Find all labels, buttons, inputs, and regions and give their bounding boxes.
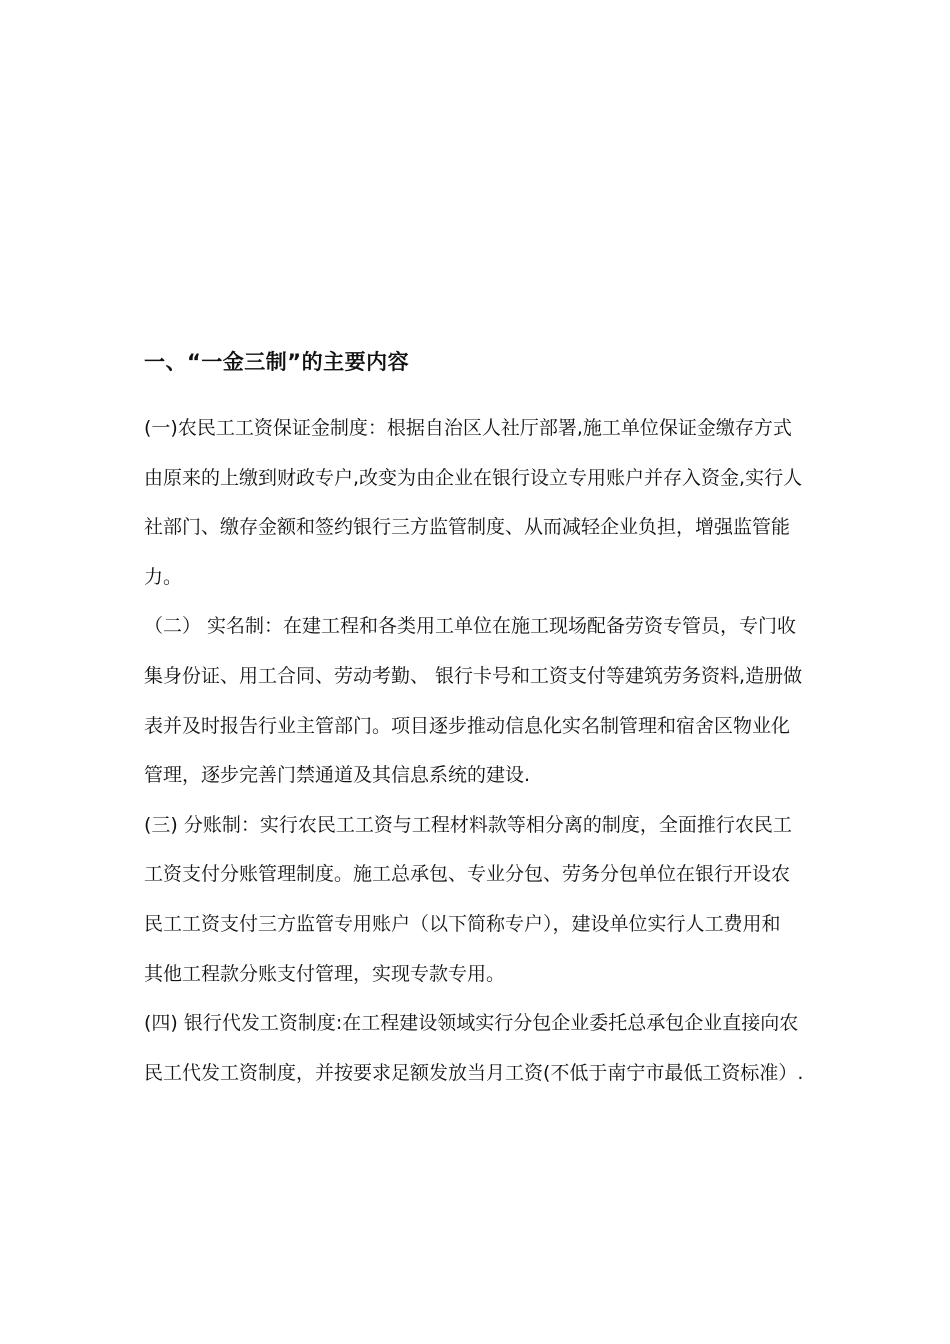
paragraph-line: 管理，逐步完善门禁通道及其信息系统的建设. [144, 764, 531, 787]
paragraph-line: 力。 [144, 565, 183, 588]
paragraph-line: 由原来的上缴到财政专户,改变为由企业在银行设立专用账户并存入资金,实行人 [144, 466, 803, 489]
paragraph-2 [144, 602, 814, 800]
paragraph-line: 其他工程款分账支付管理，实现专款专用。 [144, 962, 506, 985]
paragraph-line: （二） 实名制：在建工程和各类用工单位在施工现场配备劳资专管员，专门收 [144, 615, 797, 638]
paragraph-line: 民工工资支付三方监管专用账户（以下简称专户），建设单位实行人工费用和 [144, 912, 781, 935]
paragraph-line: 表并及时报告行业主管部门。项目逐步推动信息化实名制管理和宿舍区物业化 [144, 714, 791, 737]
paragraph-line: (一)农民工工资保证金制度：根据自治区人社厅部署,施工单位保证金缴存方式 [144, 417, 792, 439]
document-content [144, 340, 814, 1098]
paragraph-line: 工资支付分账管理制度。施工总承包、专业分包、劳务分包单位在银行开设农 [144, 863, 791, 886]
paragraph-line: 社部门、缴存金额和签约银行三方监管制度、从而减轻企业负担，增强监管能 [144, 516, 791, 539]
paragraph-4 [144, 999, 814, 1098]
paragraph-line: (三) 分账制：实行农民工工资与工程材料款等相分离的制度，全面推行农民工 [144, 813, 792, 836]
section-heading: 一、“一金三制”的主要内容 [144, 350, 410, 374]
paragraph-1 [144, 404, 814, 602]
paragraph-3 [144, 801, 814, 999]
paragraph-line: 民工代发工资制度，并按要求足额发放当月工资(不低于南宁市最低工资标准）. [144, 1061, 804, 1084]
paragraph-line: (四) 银行代发工资制度:在工程建设领域实行分包企业委托总承包企业直接向农 [144, 1012, 799, 1035]
paragraph-line: 集身份证、用工合同、劳动考勤、 银行卡号和工资支付等建筑劳务资料,造册做 [144, 664, 803, 687]
